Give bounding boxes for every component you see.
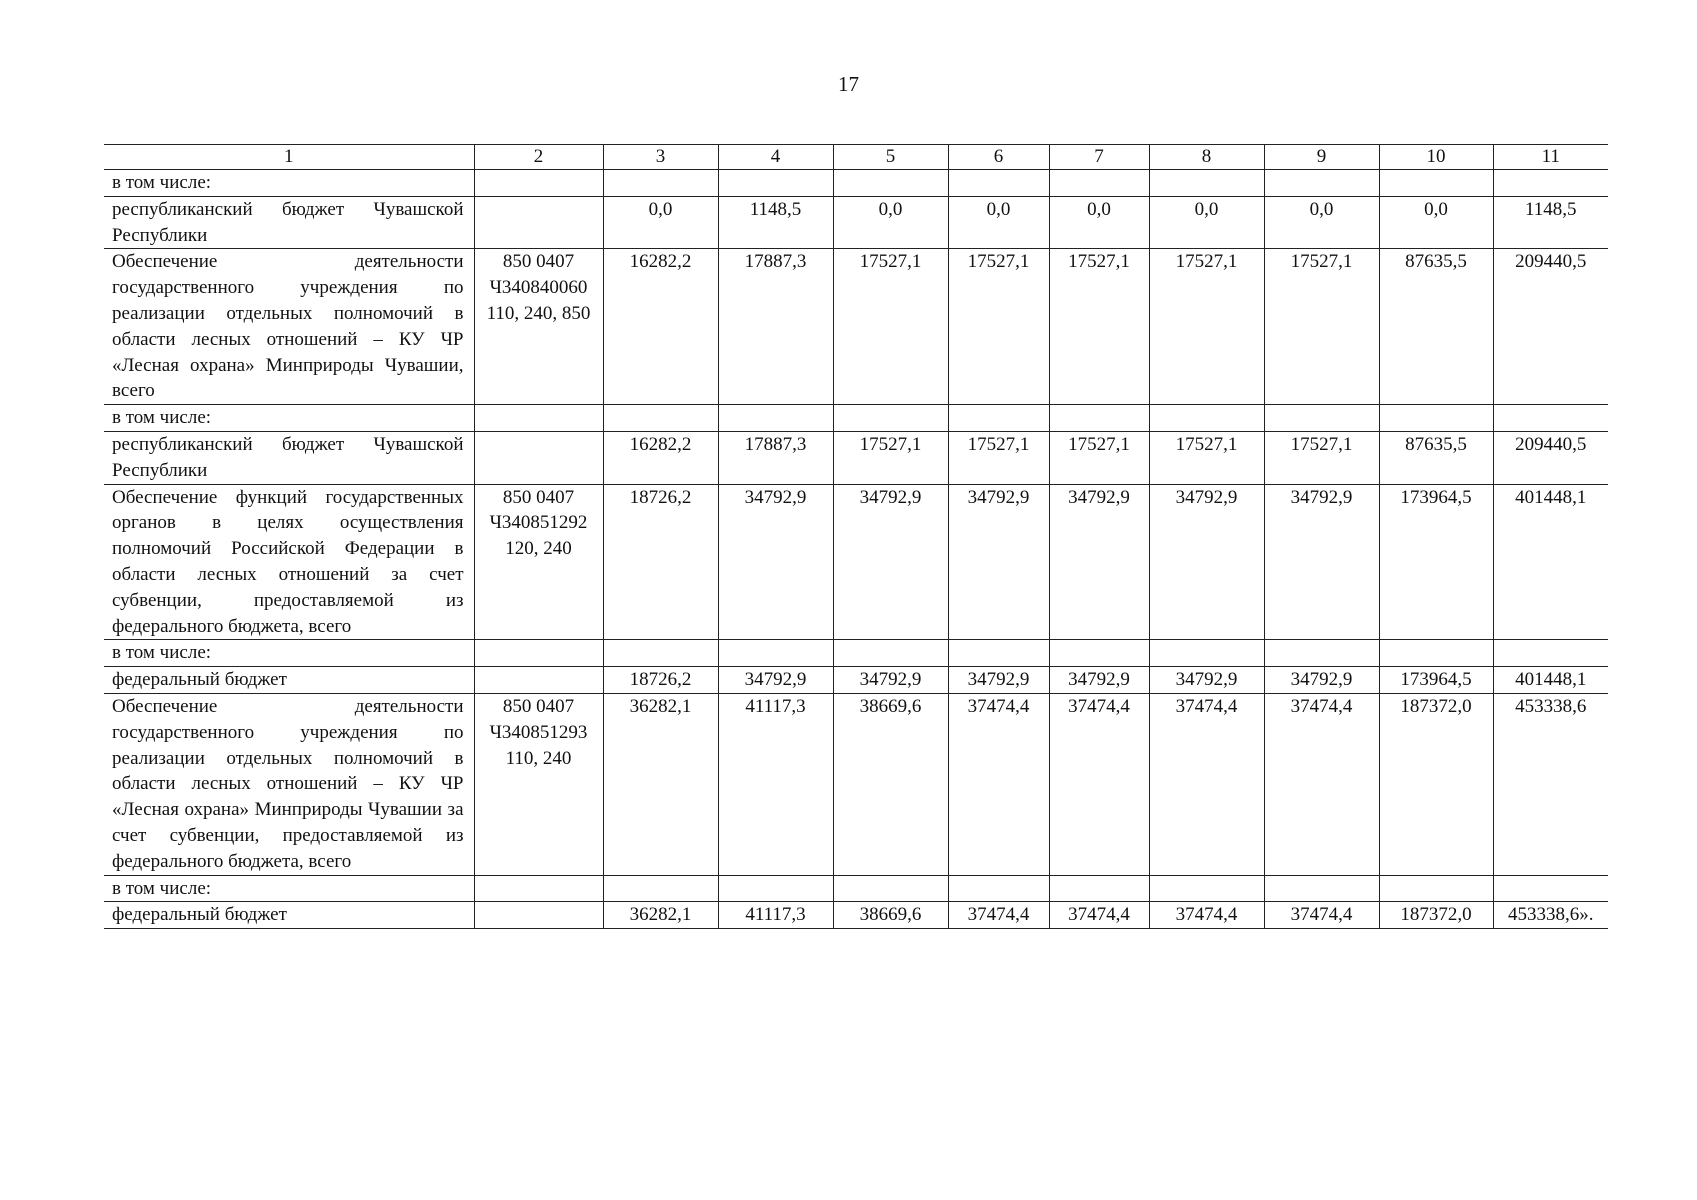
value-cell-col-8 (1149, 640, 1264, 667)
column-header-5: 5 (833, 145, 948, 170)
value-cell-col-6: 34792,9 (948, 667, 1049, 694)
value-cell-col-7: 17527,1 (1049, 249, 1149, 405)
value-cell-col-10: 173964,5 (1379, 484, 1493, 640)
row-name-cell: федеральный бюджет (104, 667, 474, 694)
value-cell-col-10: 87635,5 (1379, 431, 1493, 484)
value-cell-col-3 (603, 875, 718, 902)
table-row (104, 431, 1608, 484)
table-row (104, 405, 1608, 432)
value-cell-col-6: 17527,1 (948, 431, 1049, 484)
value-cell-col-5 (833, 640, 948, 667)
value-cell-col-11: 1148,5 (1493, 196, 1608, 249)
value-cell-col-4: 34792,9 (718, 484, 833, 640)
value-cell-col-9 (1264, 405, 1379, 432)
value-cell-col-9: 37474,4 (1264, 902, 1379, 929)
value-cell-col-3 (603, 405, 718, 432)
row-code-cell (474, 170, 603, 197)
row-code-cell (474, 431, 603, 484)
value-cell-col-8: 34792,9 (1149, 667, 1264, 694)
row-code-cell: 850 0407 Ч340840060 110, 240, 850 (474, 249, 603, 405)
value-cell-col-9 (1264, 875, 1379, 902)
page-number: 17 (838, 72, 859, 96)
value-cell-col-3: 18726,2 (603, 667, 718, 694)
value-cell-col-8 (1149, 875, 1264, 902)
value-cell-col-4 (718, 640, 833, 667)
value-cell-col-8 (1149, 170, 1264, 197)
value-cell-col-9: 17527,1 (1264, 431, 1379, 484)
value-cell-col-8: 17527,1 (1149, 431, 1264, 484)
value-cell-col-6 (948, 170, 1049, 197)
row-name-cell: федеральный бюджет (104, 902, 474, 929)
table-row (104, 196, 1608, 249)
value-cell-col-5: 0,0 (833, 196, 948, 249)
value-cell-col-7: 37474,4 (1049, 693, 1149, 875)
row-code-cell (474, 640, 603, 667)
value-cell-col-6 (948, 875, 1049, 902)
row-code-cell (474, 875, 603, 902)
table-row (104, 902, 1608, 929)
value-cell-col-11 (1493, 640, 1608, 667)
value-cell-col-7 (1049, 640, 1149, 667)
value-cell-col-3: 16282,2 (603, 431, 718, 484)
value-cell-col-8: 0,0 (1149, 196, 1264, 249)
table-body (104, 145, 1608, 929)
value-cell-col-11: 401448,1 (1493, 484, 1608, 640)
value-cell-col-10: 0,0 (1379, 196, 1493, 249)
row-name-cell: в том числе: (104, 170, 474, 197)
table-header-row (104, 145, 1608, 170)
value-cell-col-6: 34792,9 (948, 484, 1049, 640)
column-header-10: 10 (1379, 145, 1493, 170)
value-cell-col-9: 34792,9 (1264, 667, 1379, 694)
column-header-3: 3 (603, 145, 718, 170)
row-name-cell: в том числе: (104, 405, 474, 432)
row-name-cell: республиканский бюджет Чувашской Республики (104, 196, 474, 249)
value-cell-col-8: 37474,4 (1149, 902, 1264, 929)
row-code-cell (474, 667, 603, 694)
budget-table (104, 144, 1608, 929)
value-cell-col-11: 209440,5 (1493, 249, 1608, 405)
value-cell-col-11 (1493, 405, 1608, 432)
value-cell-col-11: 453338,6». (1493, 902, 1608, 929)
row-code-cell: 850 0407 Ч340851293 110, 240 (474, 693, 603, 875)
value-cell-col-10 (1379, 875, 1493, 902)
row-name-cell: Обеспечение деятельности государственного учреждения по реализации отдельных полномочий в области лесных отношений – КУ ЧР «Лесная охрана» Минприроды Чувашии, всего (104, 249, 474, 405)
value-cell-col-8: 37474,4 (1149, 693, 1264, 875)
value-cell-col-11 (1493, 875, 1608, 902)
value-cell-col-6 (948, 405, 1049, 432)
row-code-cell (474, 405, 603, 432)
value-cell-col-10: 173964,5 (1379, 667, 1493, 694)
value-cell-col-10: 87635,5 (1379, 249, 1493, 405)
row-code-cell: 850 0407 Ч340851292 120, 240 (474, 484, 603, 640)
value-cell-col-5: 17527,1 (833, 249, 948, 405)
value-cell-col-7 (1049, 875, 1149, 902)
row-name-cell: Обеспечение деятельности государственного учреждения по реализации отдельных полномочий в области лесных отношений – КУ ЧР «Лесная охрана» Минприроды Чувашии за счет субвенции, предоставляемой из федерального бюджета, всего (104, 693, 474, 875)
column-header-4: 4 (718, 145, 833, 170)
value-cell-col-4: 17887,3 (718, 431, 833, 484)
value-cell-col-11: 401448,1 (1493, 667, 1608, 694)
table-row (104, 693, 1608, 875)
value-cell-col-11: 453338,6 (1493, 693, 1608, 875)
table-row (104, 875, 1608, 902)
column-header-2: 2 (474, 145, 603, 170)
value-cell-col-9: 17527,1 (1264, 249, 1379, 405)
value-cell-col-6: 0,0 (948, 196, 1049, 249)
value-cell-col-9: 34792,9 (1264, 484, 1379, 640)
value-cell-col-8 (1149, 405, 1264, 432)
value-cell-col-5: 34792,9 (833, 667, 948, 694)
value-cell-col-3 (603, 170, 718, 197)
value-cell-col-4: 1148,5 (718, 196, 833, 249)
table-row (104, 667, 1608, 694)
value-cell-col-10 (1379, 405, 1493, 432)
value-cell-col-6 (948, 640, 1049, 667)
row-name-cell: республиканский бюджет Чувашской Республики (104, 431, 474, 484)
value-cell-col-4: 41117,3 (718, 902, 833, 929)
value-cell-col-7: 34792,9 (1049, 484, 1149, 640)
value-cell-col-5: 34792,9 (833, 484, 948, 640)
value-cell-col-3: 36282,1 (603, 902, 718, 929)
value-cell-col-4: 41117,3 (718, 693, 833, 875)
value-cell-col-4: 34792,9 (718, 667, 833, 694)
value-cell-col-3: 16282,2 (603, 249, 718, 405)
value-cell-col-7: 34792,9 (1049, 667, 1149, 694)
column-header-6: 6 (948, 145, 1049, 170)
value-cell-col-5: 38669,6 (833, 902, 948, 929)
value-cell-col-5: 38669,6 (833, 693, 948, 875)
value-cell-col-8: 17527,1 (1149, 249, 1264, 405)
column-header-9: 9 (1264, 145, 1379, 170)
row-code-cell (474, 196, 603, 249)
value-cell-col-10 (1379, 640, 1493, 667)
row-code-cell (474, 902, 603, 929)
value-cell-col-7: 0,0 (1049, 196, 1149, 249)
value-cell-col-4 (718, 170, 833, 197)
value-cell-col-11 (1493, 170, 1608, 197)
value-cell-col-5 (833, 875, 948, 902)
value-cell-col-9 (1264, 640, 1379, 667)
value-cell-col-9 (1264, 170, 1379, 197)
table-row (104, 249, 1608, 405)
value-cell-col-5: 17527,1 (833, 431, 948, 484)
column-header-11: 11 (1493, 145, 1608, 170)
column-header-8: 8 (1149, 145, 1264, 170)
value-cell-col-6: 37474,4 (948, 902, 1049, 929)
value-cell-col-9: 0,0 (1264, 196, 1379, 249)
value-cell-col-6: 17527,1 (948, 249, 1049, 405)
value-cell-col-4: 17887,3 (718, 249, 833, 405)
value-cell-col-6: 37474,4 (948, 693, 1049, 875)
value-cell-col-4 (718, 405, 833, 432)
table-row (104, 640, 1608, 667)
value-cell-col-3 (603, 640, 718, 667)
value-cell-col-3: 36282,1 (603, 693, 718, 875)
value-cell-col-10: 187372,0 (1379, 693, 1493, 875)
table-row (104, 484, 1608, 640)
value-cell-col-10: 187372,0 (1379, 902, 1493, 929)
value-cell-col-8: 34792,9 (1149, 484, 1264, 640)
table-row (104, 170, 1608, 197)
row-name-cell: Обеспечение функций государственных органов в целях осуществления полномочий Российской Федерации в области лесных отношений за счет субвенции, предоставляемой из федерального бюджета, всего (104, 484, 474, 640)
value-cell-col-3: 18726,2 (603, 484, 718, 640)
value-cell-col-10 (1379, 170, 1493, 197)
row-name-cell: в том числе: (104, 640, 474, 667)
value-cell-col-7: 17527,1 (1049, 431, 1149, 484)
value-cell-col-5 (833, 170, 948, 197)
column-header-7: 7 (1049, 145, 1149, 170)
row-name-cell: в том числе: (104, 875, 474, 902)
value-cell-col-9: 37474,4 (1264, 693, 1379, 875)
value-cell-col-7 (1049, 170, 1149, 197)
value-cell-col-3: 0,0 (603, 196, 718, 249)
value-cell-col-7: 37474,4 (1049, 902, 1149, 929)
value-cell-col-7 (1049, 405, 1149, 432)
value-cell-col-11: 209440,5 (1493, 431, 1608, 484)
value-cell-col-4 (718, 875, 833, 902)
value-cell-col-5 (833, 405, 948, 432)
column-header-1: 1 (104, 145, 474, 170)
